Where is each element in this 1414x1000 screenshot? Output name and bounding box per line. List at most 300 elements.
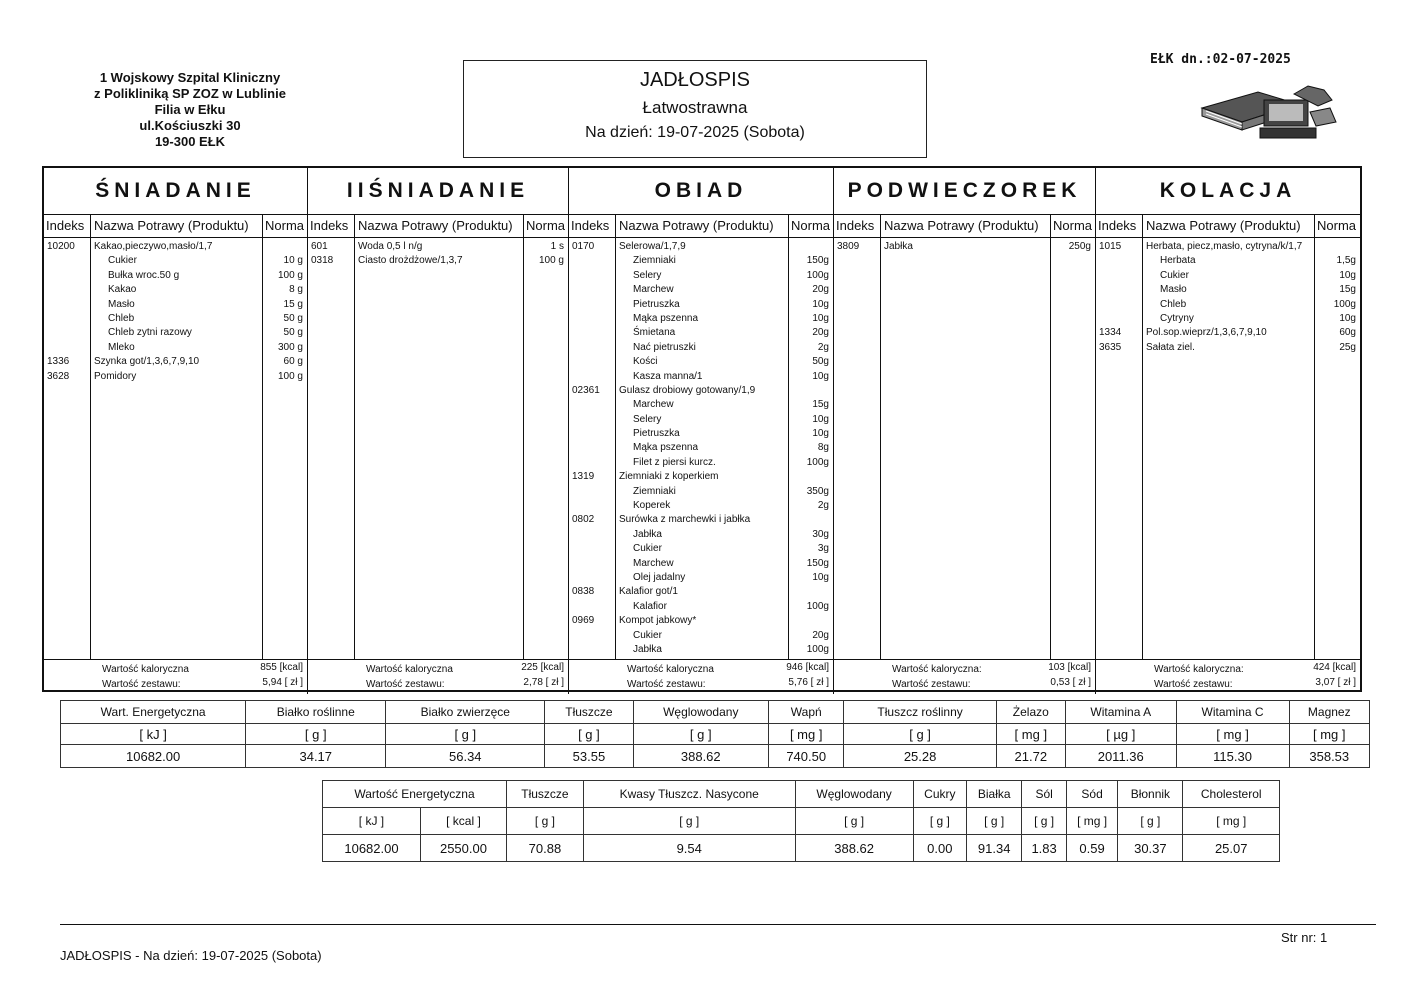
table-row <box>308 254 568 268</box>
nut2-unit: [ g ] <box>967 808 1022 835</box>
nut2-unit: [ mg ] <box>1066 808 1117 835</box>
nut2-header: Cukry <box>913 781 966 808</box>
row-norm: 15 g <box>283 298 303 310</box>
nut2-value: 30.37 <box>1118 835 1183 862</box>
row-name: Jabłka <box>633 528 662 540</box>
row-norm: 50 g <box>283 327 303 339</box>
row-name: Woda 0,5 l n/g <box>358 241 423 252</box>
column-divider <box>1050 215 1051 660</box>
nut1-value: 740.50 <box>769 745 844 768</box>
nut2-value: 1.83 <box>1022 835 1067 862</box>
table-row <box>569 585 833 599</box>
column-header-norm: Norma <box>1317 218 1357 233</box>
table-row <box>569 341 833 355</box>
row-name: Herbata <box>1160 255 1196 267</box>
calorific-value: 946 [kcal] <box>786 662 829 673</box>
row-name: Kasza manna/1 <box>633 370 703 382</box>
row-name: Chleb <box>1160 298 1187 310</box>
row-name: Surówka z marchewki i jabłka <box>619 514 751 526</box>
row-norm: 10g <box>812 571 829 583</box>
row-norm: 8 g <box>289 284 303 296</box>
row-index: 0838 <box>572 586 595 598</box>
row-norm: 15g <box>812 399 829 411</box>
nut1-header: Węglowodany <box>633 701 768 724</box>
row-norm: 10g <box>812 312 829 324</box>
row-name: Chleb <box>108 312 135 324</box>
nut1-unit: [ g ] <box>545 724 633 745</box>
row-index: 3635 <box>1099 341 1122 353</box>
cost-label: Wartość zestawu: <box>892 679 971 690</box>
row-name: Pietruszka <box>633 298 680 310</box>
column-header-index: Indeks <box>1098 218 1137 233</box>
table-row <box>569 571 833 585</box>
nut2-value: 2550.00 <box>420 835 506 862</box>
table-row <box>44 370 307 384</box>
row-norm: 10g <box>812 413 829 425</box>
cost-value: 0,53 [ zł ] <box>1050 677 1091 688</box>
calorific-label: Wartość kaloryczna <box>366 664 453 675</box>
diet-name: Łatwostrawna <box>642 98 748 117</box>
table-row <box>569 370 833 384</box>
menu-table <box>42 166 1362 692</box>
row-norm: 10g <box>812 370 829 382</box>
table-row <box>1096 254 1360 268</box>
row-name: Cukier <box>633 543 662 555</box>
row-name: Masło <box>1160 284 1187 296</box>
footer-divider <box>60 924 1376 925</box>
nut1-header: Tłuszcze <box>545 701 633 724</box>
cost-label: Wartość zestawu: <box>1154 679 1233 690</box>
meal-summary <box>308 660 568 694</box>
meal-column <box>308 168 569 694</box>
table-row <box>569 456 833 470</box>
meal-title: ŚNIADANIE <box>44 168 307 215</box>
row-norm: 20g <box>812 327 829 339</box>
row-name: Koperek <box>633 500 671 512</box>
row-name: Ciasto drożdżowe/1,3,7 <box>358 255 463 267</box>
table-row <box>1096 312 1360 326</box>
table-row <box>569 398 833 412</box>
column-headers <box>834 215 1095 238</box>
row-norm: 100g <box>1333 298 1356 310</box>
row-name: Szynka got/1,3,6,7,9,10 <box>94 356 200 368</box>
nut1-value: 53.55 <box>545 745 633 768</box>
nut2-value: 0.59 <box>1066 835 1117 862</box>
table-row <box>44 312 307 326</box>
nut2-header: Białka <box>967 781 1022 808</box>
table-row <box>1096 269 1360 283</box>
nut1-unit: [ µg ] <box>1065 724 1176 745</box>
row-index: 02361 <box>572 384 600 396</box>
calorific-value: 855 [kcal] <box>260 662 303 673</box>
row-norm: 1 s <box>550 241 564 252</box>
row-index: 10200 <box>47 241 75 252</box>
nut2-value: 91.34 <box>967 835 1022 862</box>
row-name: Kalafior got/1 <box>619 586 678 598</box>
row-name: Selerowa/1,7,9 <box>619 241 686 252</box>
calorific-value: 103 [kcal] <box>1048 662 1091 673</box>
nut1-header: Wapń <box>769 701 844 724</box>
hospital-line: 19-300 EŁK <box>154 134 226 149</box>
row-name: Kakao <box>108 284 137 296</box>
row-index: 3809 <box>837 241 860 252</box>
column-divider <box>354 215 355 660</box>
nut2-unit: [ g ] <box>506 808 583 835</box>
nut1-header: Żelazo <box>996 701 1065 724</box>
row-norm: 300 g <box>277 341 303 353</box>
row-norm: 100g <box>806 269 829 281</box>
row-norm: 60g <box>1339 327 1356 339</box>
nut2-header: Cholesterol <box>1183 781 1280 808</box>
meal-summary <box>1096 660 1360 694</box>
row-norm: 10g <box>812 428 829 440</box>
column-header-index: Indeks <box>571 218 610 233</box>
row-norm: 25g <box>1339 341 1356 353</box>
row-name: Ziemniaki <box>633 255 676 267</box>
nut2-header: Sól <box>1022 781 1067 808</box>
cost-value: 5,94 [ zł ] <box>262 677 303 688</box>
column-header-name: Nazwa Potrawy (Produktu) <box>884 218 1039 233</box>
row-name: Mleko <box>108 341 135 353</box>
row-index: 0170 <box>572 241 595 252</box>
nut1-unit: [ kJ ] <box>61 724 246 745</box>
page-number: Str nr: 1 <box>1281 930 1328 945</box>
nut2-unit: [ mg ] <box>1183 808 1280 835</box>
nut2-header: Sód <box>1066 781 1117 808</box>
hospital-line: ul.Kościuszki 30 <box>139 118 241 133</box>
table-row <box>569 441 833 455</box>
row-name: Kakao,pieczywo,masło/1,7 <box>94 241 213 252</box>
nut1-value: 21.72 <box>996 745 1065 768</box>
row-norm: 100 g <box>277 370 303 382</box>
column-header-index: Indeks <box>836 218 875 233</box>
row-name: Selery <box>633 269 662 281</box>
nut1-unit: [ g ] <box>386 724 545 745</box>
row-norm: 50 g <box>283 312 303 324</box>
menu-date: Na dzień: 19-07-2025 (Sobota) <box>585 124 805 141</box>
meal-column <box>1096 168 1360 694</box>
calorific-label: Wartość kaloryczna: <box>892 664 982 675</box>
nut1-unit: [ mg ] <box>1176 724 1289 745</box>
meal-column <box>834 168 1096 694</box>
row-norm: 100g <box>806 456 829 468</box>
table-row <box>569 427 833 441</box>
table-row <box>569 614 833 628</box>
nut1-header: Wart. Energetyczna <box>61 701 246 724</box>
row-norm: 250g <box>1068 241 1091 252</box>
column-header-index: Indeks <box>310 218 349 233</box>
table-row <box>569 413 833 427</box>
table-row <box>569 269 833 283</box>
table-row <box>569 485 833 499</box>
column-divider <box>523 215 524 660</box>
row-index: 0318 <box>311 255 334 267</box>
nut1-value: 10682.00 <box>61 745 246 768</box>
table-row <box>308 240 568 254</box>
table-row <box>569 326 833 340</box>
nut1-value: 2011.36 <box>1065 745 1176 768</box>
table-row <box>569 557 833 571</box>
table-row <box>1096 326 1360 340</box>
nut1-value: 358.53 <box>1289 745 1369 768</box>
row-name: Cukier <box>633 629 662 641</box>
row-norm: 100 g <box>538 255 564 267</box>
nut1-unit: [ mg ] <box>996 724 1065 745</box>
nut1-header: Białko zwierzęce <box>386 701 545 724</box>
table-row <box>569 629 833 643</box>
table-row <box>569 542 833 556</box>
meal-rows <box>1096 240 1360 355</box>
nut2-header: Węglowodany <box>795 781 913 808</box>
cost-label: Wartość zestawu: <box>366 679 445 690</box>
cost-value: 2,78 [ zł ] <box>523 677 564 688</box>
row-index: 1319 <box>572 471 595 483</box>
row-norm: 20g <box>812 629 829 641</box>
table-row <box>1096 283 1360 297</box>
nut2-header: Wartość Energetyczna <box>323 781 507 808</box>
table-row <box>1096 298 1360 312</box>
calorific-label: Wartość kaloryczna <box>102 664 189 675</box>
nut2-value: 10682.00 <box>323 835 421 862</box>
row-name: Pietruszka <box>633 428 680 440</box>
row-norm: 150g <box>806 255 829 267</box>
row-norm: 10g <box>1339 269 1356 281</box>
row-name: Kości <box>633 356 658 368</box>
nut2-unit: [ g ] <box>913 808 966 835</box>
row-name: Gulasz drobiowy gotowany/1,9 <box>619 384 756 396</box>
row-name: Kalafior <box>633 600 667 612</box>
meal-title: PODWIECZOREK <box>834 168 1095 215</box>
nut1-value: 388.62 <box>633 745 768 768</box>
table-row <box>44 269 307 283</box>
row-index: 0969 <box>572 615 595 627</box>
nut2-unit: [ kJ ] <box>323 808 421 835</box>
nut2-value: 0.00 <box>913 835 966 862</box>
row-name: Cukier <box>108 255 137 267</box>
table-row <box>569 600 833 614</box>
column-divider <box>880 215 881 660</box>
nut2-header: Tłuszcze <box>506 781 583 808</box>
table-row <box>44 283 307 297</box>
calorific-value: 424 [kcal] <box>1313 662 1356 673</box>
nut1-unit: [ g ] <box>246 724 386 745</box>
cost-value: 5,76 [ zł ] <box>788 677 829 688</box>
row-index: 601 <box>311 241 328 252</box>
meal-rows <box>308 240 568 269</box>
row-name: Cukier <box>1160 269 1189 281</box>
row-index: 1336 <box>47 356 70 368</box>
row-norm: 8g <box>817 442 829 454</box>
table-row <box>44 341 307 355</box>
row-name: Śmietana <box>633 327 676 339</box>
table-row <box>569 470 833 484</box>
row-index: 1334 <box>1099 327 1122 339</box>
row-name: Kompot jabkowy* <box>619 615 697 627</box>
row-name: Jabłka <box>633 643 662 655</box>
row-norm: 2g <box>817 500 829 512</box>
row-name: Jabłka <box>884 241 913 252</box>
row-norm: 30g <box>812 528 829 540</box>
row-norm: 10g <box>1339 312 1356 324</box>
nut1-header: Białko roślinne <box>246 701 386 724</box>
nutrition-table-2 <box>322 780 1280 862</box>
meal-rows <box>44 240 307 384</box>
hospital-line: 1 Wojskowy Szpital Kliniczny <box>99 70 281 85</box>
table-row <box>569 240 833 254</box>
row-norm: 100g <box>806 643 829 655</box>
row-name: Marchew <box>633 557 674 569</box>
row-name: Ziemniaki z koperkiem <box>619 471 719 483</box>
table-row <box>569 643 833 657</box>
row-name: Pol.sop.wieprz/1,3,6,7,9,10 <box>1146 327 1267 339</box>
column-headers <box>44 215 307 238</box>
hospital-line: Filia w Ełku <box>154 102 226 117</box>
table-row <box>1096 240 1360 254</box>
row-name: Chleb zytni razowy <box>108 327 192 339</box>
row-norm: 100g <box>806 600 829 612</box>
table-row <box>1096 341 1360 355</box>
cost-value: 3,07 [ zł ] <box>1315 677 1356 688</box>
row-name: Filet z piersi kurcz. <box>633 456 716 468</box>
column-header-norm: Norma <box>265 218 305 233</box>
row-name: Mąka pszenna <box>633 312 699 324</box>
row-name: Nać pietruszki <box>633 341 696 353</box>
hospital-info <box>60 70 320 150</box>
table-row <box>569 355 833 369</box>
nut2-value: 70.88 <box>506 835 583 862</box>
meal-title: OBIAD <box>569 168 833 215</box>
nut1-value: 34.17 <box>246 745 386 768</box>
calorific-label: Wartość kaloryczna <box>627 664 714 675</box>
nut2-value: 25.07 <box>1183 835 1280 862</box>
page-footer: JADŁOSPIS - Na dzień: 19-07-2025 (Sobota) <box>60 948 322 963</box>
nut2-unit: [ g ] <box>1022 808 1067 835</box>
table-row <box>834 240 1095 254</box>
page-title: JADŁOSPIS <box>639 69 751 91</box>
meal-title: KOLACJA <box>1096 168 1360 215</box>
row-name: Selery <box>633 413 662 425</box>
row-norm: 1,5g <box>1336 255 1356 267</box>
nut2-value: 9.54 <box>583 835 795 862</box>
table-row <box>569 499 833 513</box>
nut1-value: 56.34 <box>386 745 545 768</box>
table-row <box>569 528 833 542</box>
table-row <box>569 312 833 326</box>
column-header-norm: Norma <box>526 218 566 233</box>
table-row <box>44 240 307 254</box>
nut1-header: Tłuszcz roślinny <box>844 701 996 724</box>
row-name: Ziemniaki <box>633 485 676 497</box>
nutrition-table-1 <box>60 700 1370 768</box>
nut1-header: Witamina A <box>1065 701 1176 724</box>
cost-label: Wartość zestawu: <box>627 679 706 690</box>
row-name: Sałata ziel. <box>1146 341 1195 353</box>
row-norm: 350g <box>806 485 829 497</box>
column-header-norm: Norma <box>791 218 831 233</box>
nut1-unit: [ mg ] <box>769 724 844 745</box>
row-name: Marchew <box>633 284 674 296</box>
column-header-name: Nazwa Potrawy (Produktu) <box>619 218 774 233</box>
table-row <box>44 298 307 312</box>
row-norm: 2g <box>817 341 829 353</box>
row-norm: 15g <box>1339 284 1356 296</box>
row-name: Marchew <box>633 399 674 411</box>
column-header-norm: Norma <box>1053 218 1093 233</box>
row-norm: 3g <box>817 543 829 555</box>
meal-rows <box>569 240 833 657</box>
table-row <box>569 513 833 527</box>
nut2-unit: [ g ] <box>1118 808 1183 835</box>
table-row <box>569 298 833 312</box>
title-box <box>463 60 927 158</box>
column-header-index: Indeks <box>46 218 85 233</box>
row-norm: 20g <box>812 284 829 296</box>
column-headers <box>1096 215 1360 238</box>
row-name: Mąka pszenna <box>633 442 699 454</box>
table-row <box>569 384 833 398</box>
printed-date: EŁK dn.:02-07-2025 <box>1150 52 1291 67</box>
row-norm: 150g <box>806 557 829 569</box>
row-name: Masło <box>108 298 135 310</box>
row-norm: 50g <box>812 356 829 368</box>
nut2-value: 388.62 <box>795 835 913 862</box>
nut1-value: 115.30 <box>1176 745 1289 768</box>
nut2-header: Błonnik <box>1118 781 1183 808</box>
table-row <box>44 355 307 369</box>
row-name: Cytryny <box>1160 312 1194 324</box>
meal-column <box>569 168 834 694</box>
row-index: 0802 <box>572 514 595 526</box>
nut2-unit: [ g ] <box>583 808 795 835</box>
row-norm: 60 g <box>283 356 303 368</box>
row-norm: 10g <box>812 298 829 310</box>
meal-summary <box>834 660 1095 694</box>
cost-label: Wartość zestawu: <box>102 679 181 690</box>
books-computer-icon <box>1198 78 1338 148</box>
row-name: Olej jadalny <box>633 571 686 583</box>
calorific-value: 225 [kcal] <box>521 662 564 673</box>
nut2-header: Kwasy Tłuszcz. Nasycone <box>583 781 795 808</box>
row-norm: 100 g <box>277 269 303 281</box>
column-header-name: Nazwa Potrawy (Produktu) <box>94 218 249 233</box>
column-headers <box>308 215 568 238</box>
row-name: Herbata, piecz,masło, cytryna/k/1,7 <box>1146 241 1303 252</box>
column-header-name: Nazwa Potrawy (Produktu) <box>358 218 513 233</box>
row-name: Bułka wroc.50 g <box>108 269 180 281</box>
row-index: 3628 <box>47 370 70 382</box>
table-row <box>569 283 833 297</box>
calorific-label: Wartość kaloryczna: <box>1154 664 1244 675</box>
meal-title: IIŚNIADANIE <box>308 168 568 215</box>
nut2-unit: [ g ] <box>795 808 913 835</box>
meal-column <box>44 168 308 694</box>
meal-summary <box>44 660 307 694</box>
table-row <box>44 254 307 268</box>
nut1-unit: [ mg ] <box>1289 724 1369 745</box>
nut1-unit: [ g ] <box>633 724 768 745</box>
nut2-unit: [ kcal ] <box>420 808 506 835</box>
table-row <box>569 254 833 268</box>
nut1-unit: [ g ] <box>844 724 996 745</box>
nut1-header: Witamina C <box>1176 701 1289 724</box>
column-headers <box>569 215 833 238</box>
nut1-value: 25.28 <box>844 745 996 768</box>
row-index: 1015 <box>1099 241 1122 252</box>
table-row <box>44 326 307 340</box>
row-norm: 10 g <box>283 255 303 267</box>
row-name: Pomidory <box>94 370 137 382</box>
hospital-line: z Polikliniką SP ZOZ w Lublinie <box>94 86 286 101</box>
